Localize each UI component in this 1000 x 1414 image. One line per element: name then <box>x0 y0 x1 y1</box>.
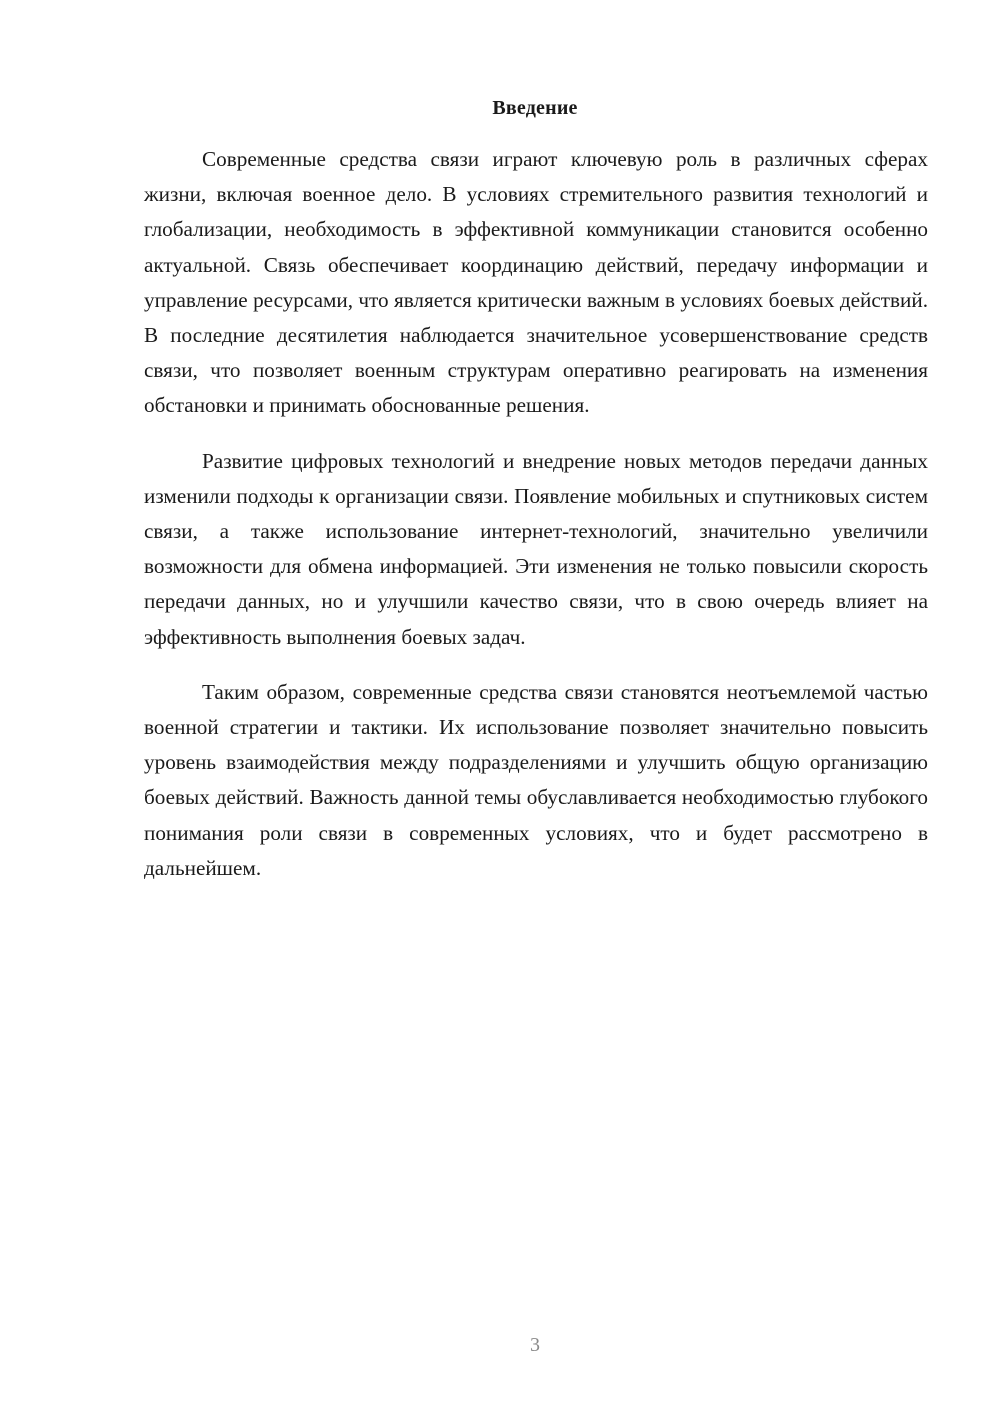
paragraph-2: Развитие цифровых технологий и внедрение новых методов передачи данных изменили подходы к организации связи. Появление мобильных и спутниковых систем связи, а также использование интернет-технологий, значительно увеличили возможности для обмена информацией. Эти изменения не только повысили скорость передачи данных, но и улучшили качество связи, что в свою очередь влияет на эффективность выполнения боевых задач. <box>144 448 928 649</box>
paragraph-3: Таким образом, современные средства связи становятся неотъемлемой частью военной стратегии и тактики. Их использование позволяет значительно повысить уровень взаимодействия между подразделениями и улучшить общую организацию боевых действий. Важность данной темы обуславливается необходимостью глубокого понимания роли связи в современных условиях, что и будет рассмотрено в дальнейшем. <box>144 679 928 880</box>
body-text <box>144 142 928 906</box>
page-number: 3 <box>530 1334 540 1356</box>
section-heading: Введение <box>492 97 578 119</box>
paragraph-1: Современные средства связи играют ключевую роль в различных сферах жизни, включая военное дело. В условиях стремительного развития технологий и глобализации, необходимость в эффективной коммуникации становится особенно актуальной. Связь обеспечивает координацию действий, передачу информации и управление ресурсами, что является критически важным в условиях боевых действий. В последние десятилетия наблюдается значительное усовершенствование средств связи, что позволяет военным структурам оперативно реагировать на изменения обстановки и принимать обоснованные решения. <box>144 147 928 418</box>
